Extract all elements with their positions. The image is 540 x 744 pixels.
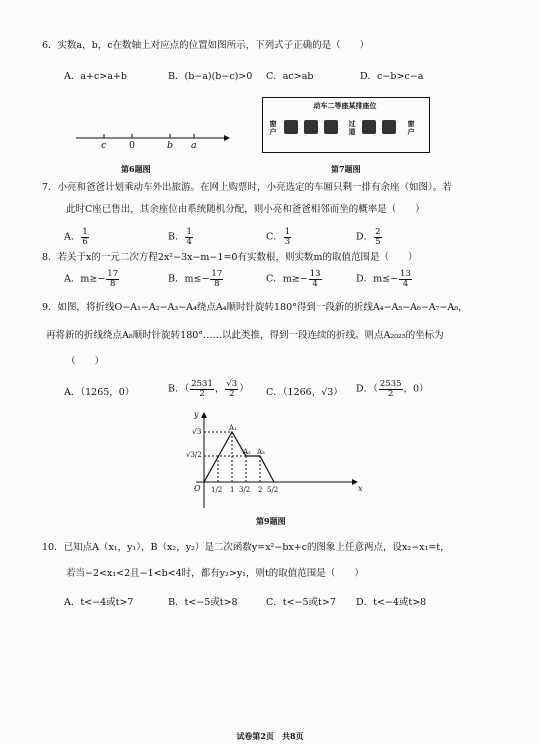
q9-graph-point-a1: A₁ — [229, 424, 237, 432]
q6-axis-label-b: b — [167, 140, 174, 151]
q6-axis-label-c: c — [101, 140, 107, 151]
q9-graph-y-label: y — [194, 410, 199, 419]
q9-graph-xtick-half: 1/2 — [211, 486, 223, 494]
q7-figure-caption: 第7题图 — [331, 164, 361, 174]
q6-number-line — [74, 126, 234, 156]
q7-seat-a — [284, 120, 298, 134]
q7-seat-f — [382, 120, 396, 134]
q9-option-d: D．（ $\frac{2535}{2}$ ，0） — [356, 379, 429, 399]
q8-option-c: C．m≥− $\frac{13}{4}$ — [266, 269, 321, 289]
q6-axis-label-a: a — [191, 140, 197, 151]
q9-graph-point-a3: A₃ — [257, 448, 265, 456]
q7-seat-c — [324, 120, 338, 134]
q9-figure-caption: 第9题图 — [256, 516, 286, 526]
q8-option-b: B．m≤− $\frac{17}{8}$ — [168, 269, 223, 289]
q9-option-c: C．（1266，√3） — [266, 387, 343, 398]
q9-stem-line1: 9．如图，将折线O−A₁−A₂−A₃−A₄绕点A₄顺时针旋转180°得到一段新的折线A₄−A₅−A₆−A₇−A₈， — [42, 302, 468, 313]
q6-option-c: C．ac>ab — [266, 71, 314, 82]
q9-graph-point-a2: A₂ — [243, 448, 251, 456]
q7-seat-b — [304, 120, 318, 134]
page-footer: 试卷第2页 共8页 — [236, 731, 304, 741]
q6-option-b: B．(b−a)(b−c)>0 — [168, 71, 253, 82]
q7-panel-title: 动车二等座某排座位 — [313, 101, 377, 110]
q9-graph-x-label: x — [358, 484, 363, 493]
q7-left-window: 窗户 — [269, 119, 277, 136]
q9-graph-xtick-1: 1 — [230, 486, 235, 494]
q10-stem-line1: 10．已知点A（x₁，y₁），B（x₂，y₂）是二次函数y=x²−bx+c的图象上任意两点，设x₂−x₁=t， — [42, 542, 450, 553]
q7-option-a: A． $\frac{1}{6}$ — [64, 227, 88, 247]
q10-option-d: D．t<−4或t>8 — [356, 597, 427, 608]
q9-graph-origin: O — [194, 484, 201, 493]
q7-option-c: C． $\frac{1}{3}$ — [266, 227, 291, 247]
q7-stem-line2: 此时C座已售出，其余座位由系统随机分配，则小亮和爸爸相邻而坐的概率是（ ） — [66, 204, 425, 215]
q9-graph — [182, 410, 372, 510]
q10-stem-line2: 若当−2<x₁<2且−1<b<4时，都有y₂>y₁，则t的取值范围是（ ） — [66, 568, 364, 579]
q10-option-b: B．t<−5或t>8 — [168, 597, 238, 608]
q7-aisle: 过道 — [348, 119, 356, 136]
q6-option-a: A．a+c>a+b — [64, 71, 127, 82]
q10-option-a: A．t<−4或t>7 — [64, 597, 134, 608]
q9-graph-y-sqrt3: √3 — [192, 427, 202, 436]
q9-option-b: B．（ $\frac{2531}{2}$ ， $\frac{√3}{2}$ ） — [168, 379, 249, 399]
q9-graph-xtick-3-2: 3/2 — [239, 486, 251, 494]
q9-graph-xtick-5-2: 5/2 — [267, 486, 279, 494]
q8-option-a: A．m≥− $\frac{17}{8}$ — [64, 269, 119, 289]
q6-stem: 6．实数a，b，c在数轴上对应点的位置如图所示，下列式子正确的是（ ） — [42, 40, 370, 51]
q9-stem-line2: 再将新的折线绕点A₈顺时针旋转180°……以此类推，得到一段连续的折线。则点A₂₀₂₅的坐标为 — [46, 330, 444, 341]
q6-option-d: D．c−b>c−a — [360, 71, 424, 82]
q9-option-a: A．（1265，0） — [64, 387, 135, 398]
q8-option-d: D．m≤− $\frac{13}{4}$ — [356, 269, 411, 289]
q6-figure-caption: 第6题图 — [121, 164, 151, 174]
q9-graph-xtick-2: 2 — [258, 486, 263, 494]
q7-option-d: D． $\frac{2}{5}$ — [356, 227, 381, 247]
q7-option-b: B． $\frac{1}{4}$ — [168, 227, 192, 247]
q7-right-window: 窗户 — [407, 119, 415, 136]
q6-axis-label-0: 0 — [129, 140, 136, 151]
q8-stem: 8．若关于x的一元二次方程2x²−3x−m−1=0有实数根，则实数m的取值范围是（ ） — [42, 252, 418, 263]
q10-option-c: C．t<−5或t>7 — [266, 597, 336, 608]
q9-stem-line3: （ ） — [66, 356, 105, 367]
q7-seat-d — [362, 120, 376, 134]
q7-stem-line1: 7．小亮和爸爸计划乘动车外出旅游。在网上购票时，小亮选定的车厢只剩一排有余座（如图）。若 — [42, 182, 452, 193]
q9-graph-y-half-sqrt3: √3/2 — [186, 451, 202, 459]
